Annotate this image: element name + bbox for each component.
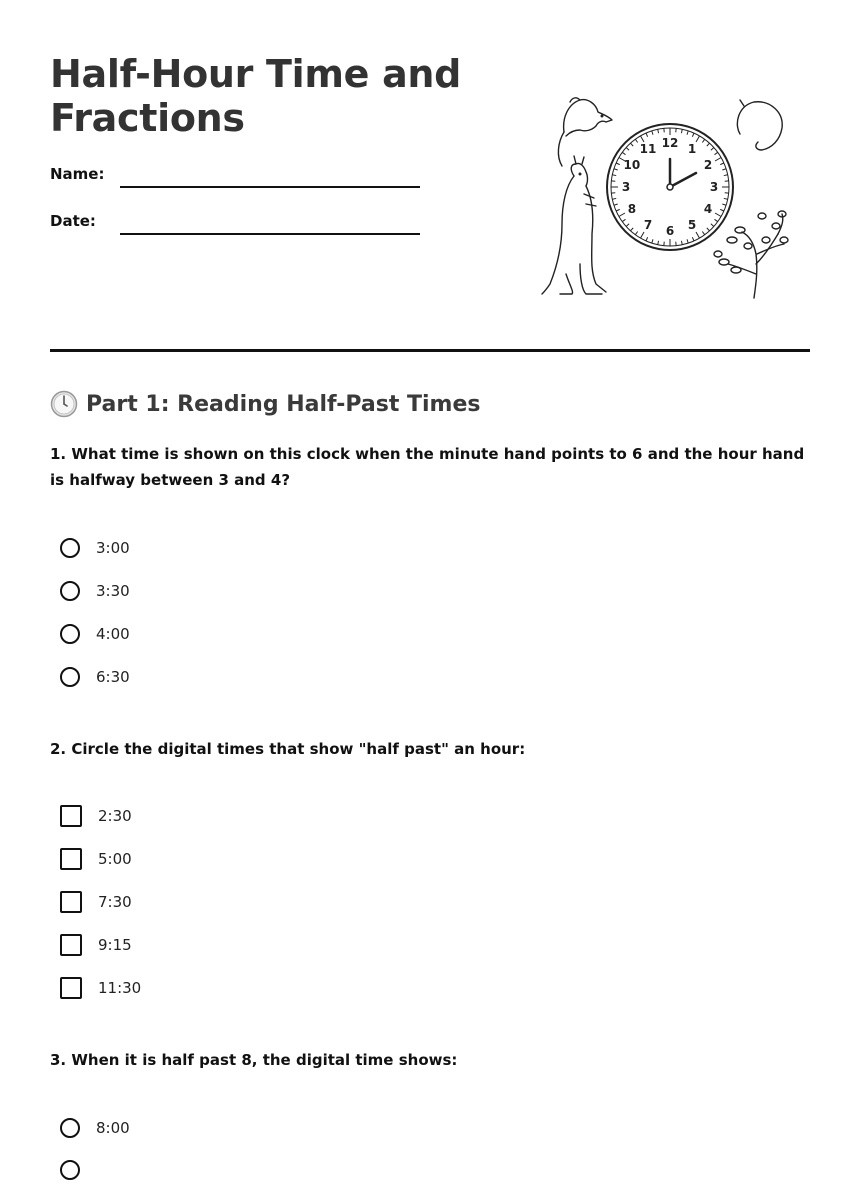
kangaroo-icon [542, 156, 606, 294]
radio-button[interactable] [60, 667, 80, 687]
option-label: 8:00 [96, 1119, 130, 1137]
section-header [50, 388, 481, 420]
clock-number: 10 [624, 158, 641, 172]
q2-option-1[interactable] [60, 803, 132, 829]
clock-number: 8 [628, 202, 636, 216]
q2-option-3[interactable] [60, 889, 132, 915]
question-3-text: 3. When it is half past 8, the digital time shows: [50, 1047, 810, 1073]
clock-number: 3 [622, 180, 630, 194]
clock-number: 2 [704, 158, 712, 172]
option-label: 7:30 [98, 893, 132, 911]
section-title: Part 1: Reading Half-Past Times [86, 392, 481, 417]
clock-number: 5 [688, 218, 696, 232]
q1-option-3[interactable] [60, 621, 130, 647]
question-1-text: 1. What time is shown on this clock when the minute hand points to 6 and the hour hand is halfway between 3 and 4? [50, 441, 810, 493]
clock-icon [607, 124, 733, 250]
clock-number: 6 [666, 224, 674, 238]
name-label: Name: [50, 165, 104, 183]
radio-button[interactable] [60, 581, 80, 601]
checkbox[interactable] [60, 805, 82, 827]
date-label: Date: [50, 212, 96, 230]
date-field[interactable] [120, 233, 420, 235]
checkbox[interactable] [60, 934, 82, 956]
name-field[interactable] [120, 186, 420, 188]
q1-option-4[interactable] [60, 664, 130, 690]
checkbox[interactable] [60, 891, 82, 913]
clock-number: 4 [704, 202, 712, 216]
q1-option-1[interactable] [60, 535, 130, 561]
q1-option-2[interactable] [60, 578, 130, 604]
option-label: 2:30 [98, 807, 132, 825]
clock-number: 12 [662, 136, 679, 150]
clock-number: 11 [640, 142, 657, 156]
q3-option-1[interactable] [60, 1115, 130, 1141]
clock-number: 1 [688, 142, 696, 156]
radio-button[interactable] [60, 624, 80, 644]
q2-option-4[interactable] [60, 932, 132, 958]
radio-button[interactable] [60, 1160, 80, 1180]
header-illustration [536, 94, 796, 300]
radio-button[interactable] [60, 538, 80, 558]
option-label: 4:00 [96, 625, 130, 643]
option-label: 3:30 [96, 582, 130, 600]
possum-icon [558, 98, 612, 166]
checkbox[interactable] [60, 977, 82, 999]
option-label: 3:00 [96, 539, 130, 557]
clock-icon [50, 390, 78, 418]
tree-icon [714, 211, 788, 298]
option-label: 5:00 [98, 850, 132, 868]
checkbox[interactable] [60, 848, 82, 870]
clock-number: 7 [644, 218, 652, 232]
section-divider [50, 349, 810, 352]
q2-option-2[interactable] [60, 846, 132, 872]
clock-number: 3 [710, 180, 718, 194]
option-label: 9:15 [98, 936, 132, 954]
option-label: 6:30 [96, 668, 130, 686]
option-label: 11:30 [98, 979, 141, 997]
question-2-text: 2. Circle the digital times that show "half past" an hour: [50, 736, 810, 762]
page-title: Half-Hour Time and Fractions [50, 52, 470, 140]
q2-option-5[interactable] [60, 975, 141, 1001]
radio-button[interactable] [60, 1118, 80, 1138]
